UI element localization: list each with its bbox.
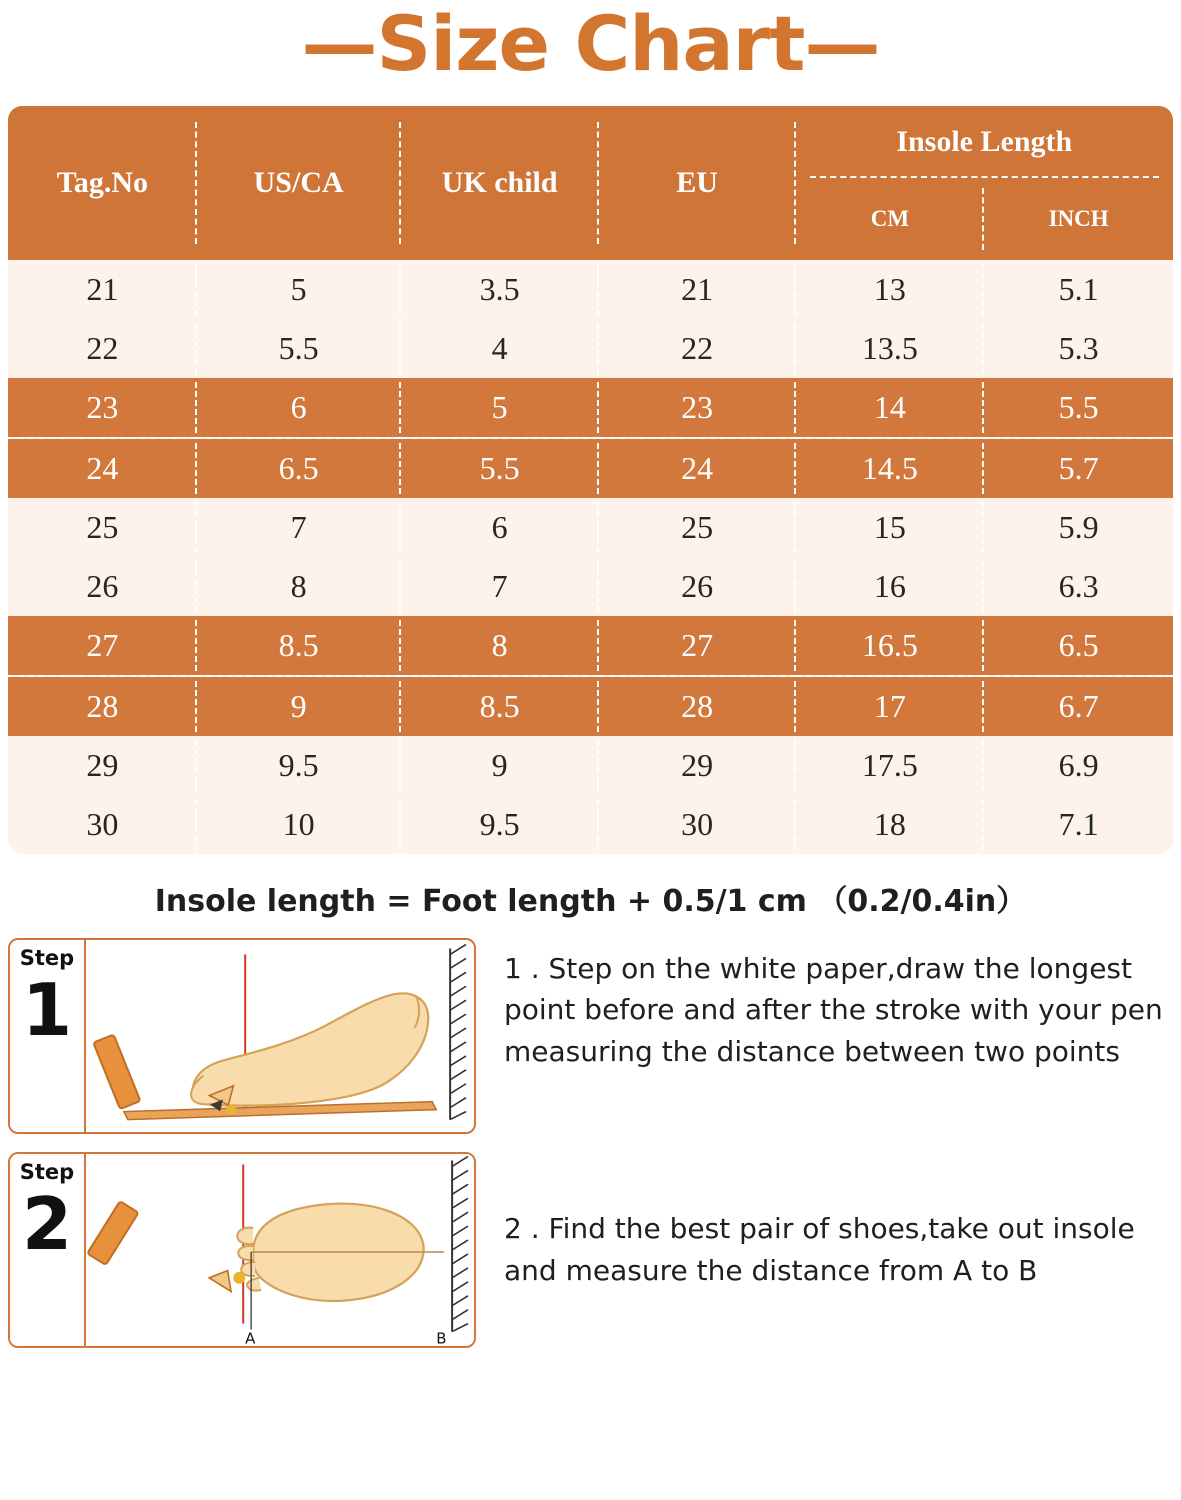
cell-usca: 9.5 [197,736,401,795]
cell-cm: 13.5 [796,319,985,378]
cell-eu: 23 [599,378,796,438]
table-row [8,319,1173,378]
table-row [8,498,1173,557]
table-header [8,106,1173,260]
column-header-insole-length: Insole Length [796,106,1173,178]
step-1-illustration [86,940,474,1132]
column-header-tagno: Tag.No [8,106,197,260]
step-2-card [8,1152,476,1348]
cell-inch: 5.5 [984,378,1173,438]
step-1-label [10,940,86,1132]
table-row [8,676,1173,736]
cell-ukchild: 9 [401,736,599,795]
table-row [8,260,1173,319]
cell-cm: 16 [796,557,985,616]
cell-inch: 6.7 [984,676,1173,736]
page-title: —Size Chart— [301,0,880,88]
table-row [8,557,1173,616]
cell-ukchild: 8 [401,616,599,676]
cell-inch: 5.7 [984,438,1173,498]
step-1-card [8,938,476,1134]
cell-ukchild: 6 [401,498,599,557]
cell-usca: 6.5 [197,438,401,498]
cell-inch: 7.1 [984,795,1173,854]
step-1-word: Step [19,945,75,970]
cell-tagno: 29 [8,736,197,795]
table-body [8,260,1173,854]
cell-ukchild: 5.5 [401,438,599,498]
table-row [8,616,1173,676]
cell-cm: 14.5 [796,438,985,498]
cell-eu: 21 [599,260,796,319]
cell-tagno: 23 [8,378,197,438]
column-header-insole-cm: CM [796,178,985,260]
cell-cm: 13 [796,260,985,319]
cell-tagno: 25 [8,498,197,557]
cell-tagno: 21 [8,260,197,319]
cell-eu: 26 [599,557,796,616]
cell-cm: 15 [796,498,985,557]
cell-cm: 16.5 [796,616,985,676]
cell-usca: 9 [197,676,401,736]
cell-usca: 8.5 [197,616,401,676]
cell-tagno: 30 [8,795,197,854]
step-1-number: 1 [21,967,73,1052]
cell-cm: 14 [796,378,985,438]
column-header-ukchild: UK child [401,106,599,260]
cell-cm: 18 [796,795,985,854]
cell-inch: 5.1 [984,260,1173,319]
cell-usca: 6 [197,378,401,438]
size-chart-table [8,106,1173,854]
cell-inch: 6.5 [984,616,1173,676]
cell-ukchild: 8.5 [401,676,599,736]
cell-ukchild: 7 [401,557,599,616]
column-header-usca: US/CA [197,106,401,260]
cell-cm: 17 [796,676,985,736]
cell-usca: 8 [197,557,401,616]
cell-ukchild: 3.5 [401,260,599,319]
cell-eu: 27 [599,616,796,676]
cell-tagno: 26 [8,557,197,616]
cell-tagno: 27 [8,616,197,676]
column-header-insole-inch: INCH [984,178,1173,260]
step-2-block [8,1152,1173,1348]
insole-formula-note: Insole length = Foot length + 0.5/1 cm （0.2/0.4in） [154,883,1027,919]
size-chart-table-wrapper [8,106,1173,854]
cell-tagno: 28 [8,676,197,736]
cell-eu: 25 [599,498,796,557]
cell-usca: 7 [197,498,401,557]
table-row [8,736,1173,795]
cell-usca: 5.5 [197,319,401,378]
cell-tagno: 24 [8,438,197,498]
cell-ukchild: 4 [401,319,599,378]
step-2-label [10,1154,86,1346]
marker-a-label: A [245,1329,256,1346]
step-1-description: 1 . Step on the white paper,draw the longest point before and after the stroke with your pen measuring the distance between two points [504,951,1163,1068]
cell-eu: 30 [599,795,796,854]
column-header-eu: EU [599,106,796,260]
step-2-illustration [86,1154,474,1346]
cell-eu: 28 [599,676,796,736]
table-row [8,438,1173,498]
cell-ukchild: 5 [401,378,599,438]
table-row [8,378,1173,438]
cell-inch: 5.9 [984,498,1173,557]
cell-inch: 6.9 [984,736,1173,795]
cell-inch: 5.3 [984,319,1173,378]
cell-eu: 24 [599,438,796,498]
cell-inch: 6.3 [984,557,1173,616]
step-1-block [8,938,1173,1134]
foot-side-view-icon [86,940,474,1132]
cell-ukchild: 9.5 [401,795,599,854]
step-2-description: 2 . Find the best pair of shoes,take out insole and measure the distance from A to B [504,1212,1135,1287]
cell-tagno: 22 [8,319,197,378]
cell-eu: 22 [599,319,796,378]
cell-usca: 10 [197,795,401,854]
step-2-word: Step [19,1159,75,1184]
marker-b-label: B [436,1329,447,1346]
page-title-wrapper [0,0,1181,88]
table-row [8,795,1173,854]
cell-cm: 17.5 [796,736,985,795]
cell-usca: 5 [197,260,401,319]
foot-top-view-icon [86,1154,474,1346]
step-2-number: 2 [21,1181,73,1266]
cell-eu: 29 [599,736,796,795]
